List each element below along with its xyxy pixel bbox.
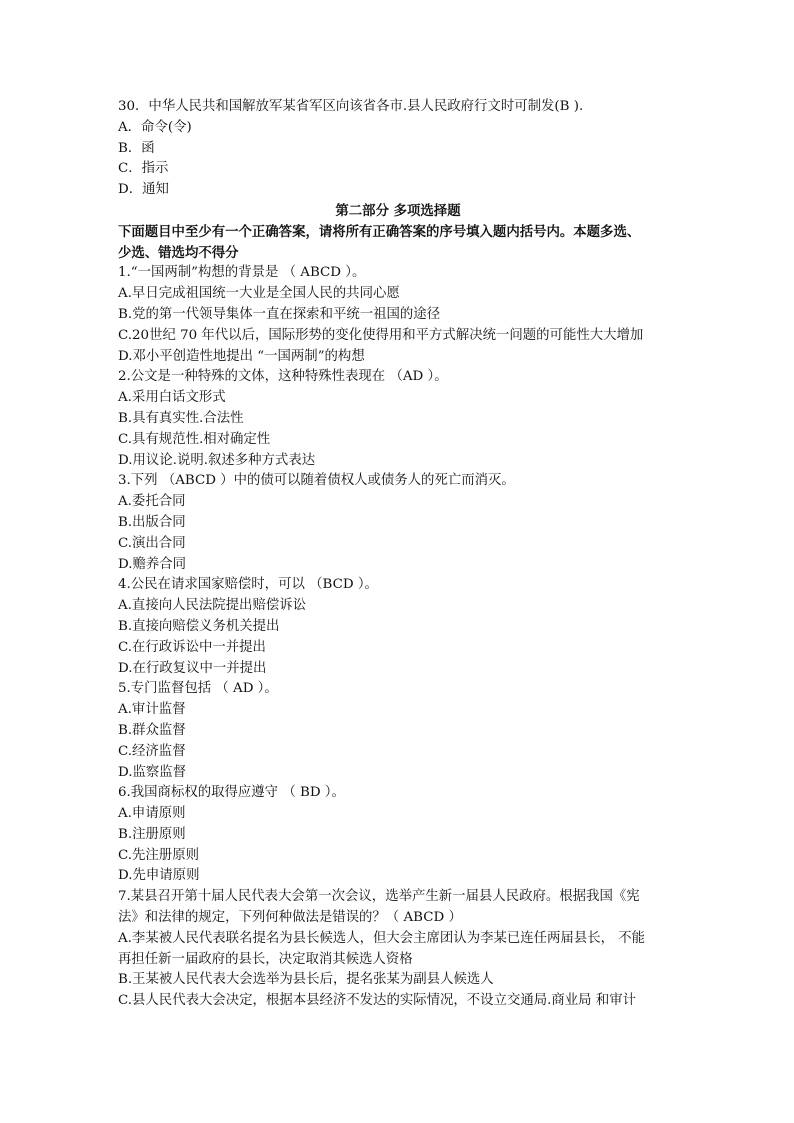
question-2-option-b: B.具有真实性.合法性 (118, 410, 244, 426)
question-6-stem: 6.我国商标权的取得应遵守 （ BD ）。 (118, 785, 345, 801)
question-30-option-a: A．命令(令) (118, 119, 192, 135)
question-7-stem-line-1: 7.某县召开第十届人民代表大会第一次会议，选举产生新一届县人民政府。根据我国《宪 (118, 889, 640, 905)
question-4-option-d: D.在行政复议中一并提出 (118, 660, 267, 676)
question-1-option-c: C.20世纪 70 年代以后，国际形势的变化使得用和平方式解决统一问题的可能性大大增加 (118, 327, 644, 343)
question-30-stem: 30．中华人民共和国解放军某省军区向该省各市.县人民政府行文时可制发(B ). (118, 99, 584, 114)
question-1-stem: 1.“一国两制”构想的背景是 （ ABCD ）。 (118, 265, 366, 281)
question-6-option-c: C.先注册原则 (118, 847, 199, 863)
question-30-option-d: D．通知 (118, 182, 169, 198)
question-2-option-d: D.用议论.说明.叙述多种方式表达 (118, 452, 316, 468)
question-6-option-a: A.申请原则 (118, 806, 186, 822)
question-4-option-c: C.在行政诉讼中一并提出 (118, 639, 266, 655)
question-4-stem: 4.公民在请求国家赔偿时，可以 （BCD ）。 (118, 577, 378, 593)
question-1-option-a: A.早日完成祖国统一大业是全国人民的共同心愿 (118, 286, 400, 302)
section-instruction-line-2: 少选、错选均不得分 (118, 244, 239, 261)
question-7-option-a-line-2: 再担任新一届政府的县长，决定取消其候选人资格 (118, 951, 413, 967)
question-3-option-b: B.出版合同 (118, 514, 186, 530)
question-7-option-a-line-1: A.李某被人民代表联名提名为县长候选人，但大会主席团认为李某已连任两届县长， 不能 (118, 930, 646, 946)
question-1-option-d: D.邓小平创造性地提出 “一国两制”的构想 (118, 348, 365, 364)
question-30-option-b: B．函 (118, 140, 155, 156)
question-6-option-d: D.先申请原则 (118, 868, 200, 884)
question-30-option-c: C．指示 (118, 161, 169, 177)
question-5-option-d: D.监察监督 (118, 764, 187, 780)
question-5-option-c: C.经济监督 (118, 743, 186, 759)
question-6-option-b: B.注册原则 (118, 826, 186, 842)
question-3-option-c: C.演出合同 (118, 535, 186, 551)
question-5-stem: 5.专门监督包括 （ AD ）。 (118, 681, 278, 697)
question-2-option-a: A.采用白话文形式 (118, 390, 226, 406)
document-page (118, 97, 678, 1012)
question-7-option-c-line-1: C.县人民代表大会决定，根据本县经济不发达的实际情况，不设立交通局.商业局 和审计 (118, 993, 636, 1009)
question-2-option-c: C.具有规范性.相对确定性 (118, 431, 271, 447)
section-instruction-line-1: 下面题目中至少有一个正确答案，请将所有正确答案的序号填入题内括号内。本题多选、 (118, 223, 641, 240)
question-5-option-a: A.审计监督 (118, 702, 186, 718)
section-heading: 第二部分 多项选择题 (335, 202, 461, 219)
question-3-option-a: A.委托合同 (118, 494, 186, 510)
question-5-option-b: B.群众监督 (118, 722, 186, 738)
question-3-stem: 3.下列 （ABCD ）中的债可以随着债权人或债务人的死亡而消灭。 (118, 473, 515, 489)
question-3-option-d: D.赡养合同 (118, 556, 187, 572)
question-7-option-b: B.王某被人民代表大会选举为县长后，提名张某为副县人候选人 (118, 972, 494, 988)
question-4-option-a: A.直接向人民法院提出赔偿诉讼 (118, 598, 307, 614)
question-2-stem: 2.公文是一种特殊的文体，这种特殊性表现在 （AD ）。 (118, 369, 448, 385)
question-7-stem-line-2: 法》和法律的规定，下列何种做法是错误的？（ ABCD ） (118, 910, 462, 926)
question-4-option-b: B.直接向赔偿义务机关提出 (118, 618, 280, 634)
question-1-option-b: B.党的第一代领导集体一直在探索和平统一祖国的途径 (118, 306, 441, 322)
